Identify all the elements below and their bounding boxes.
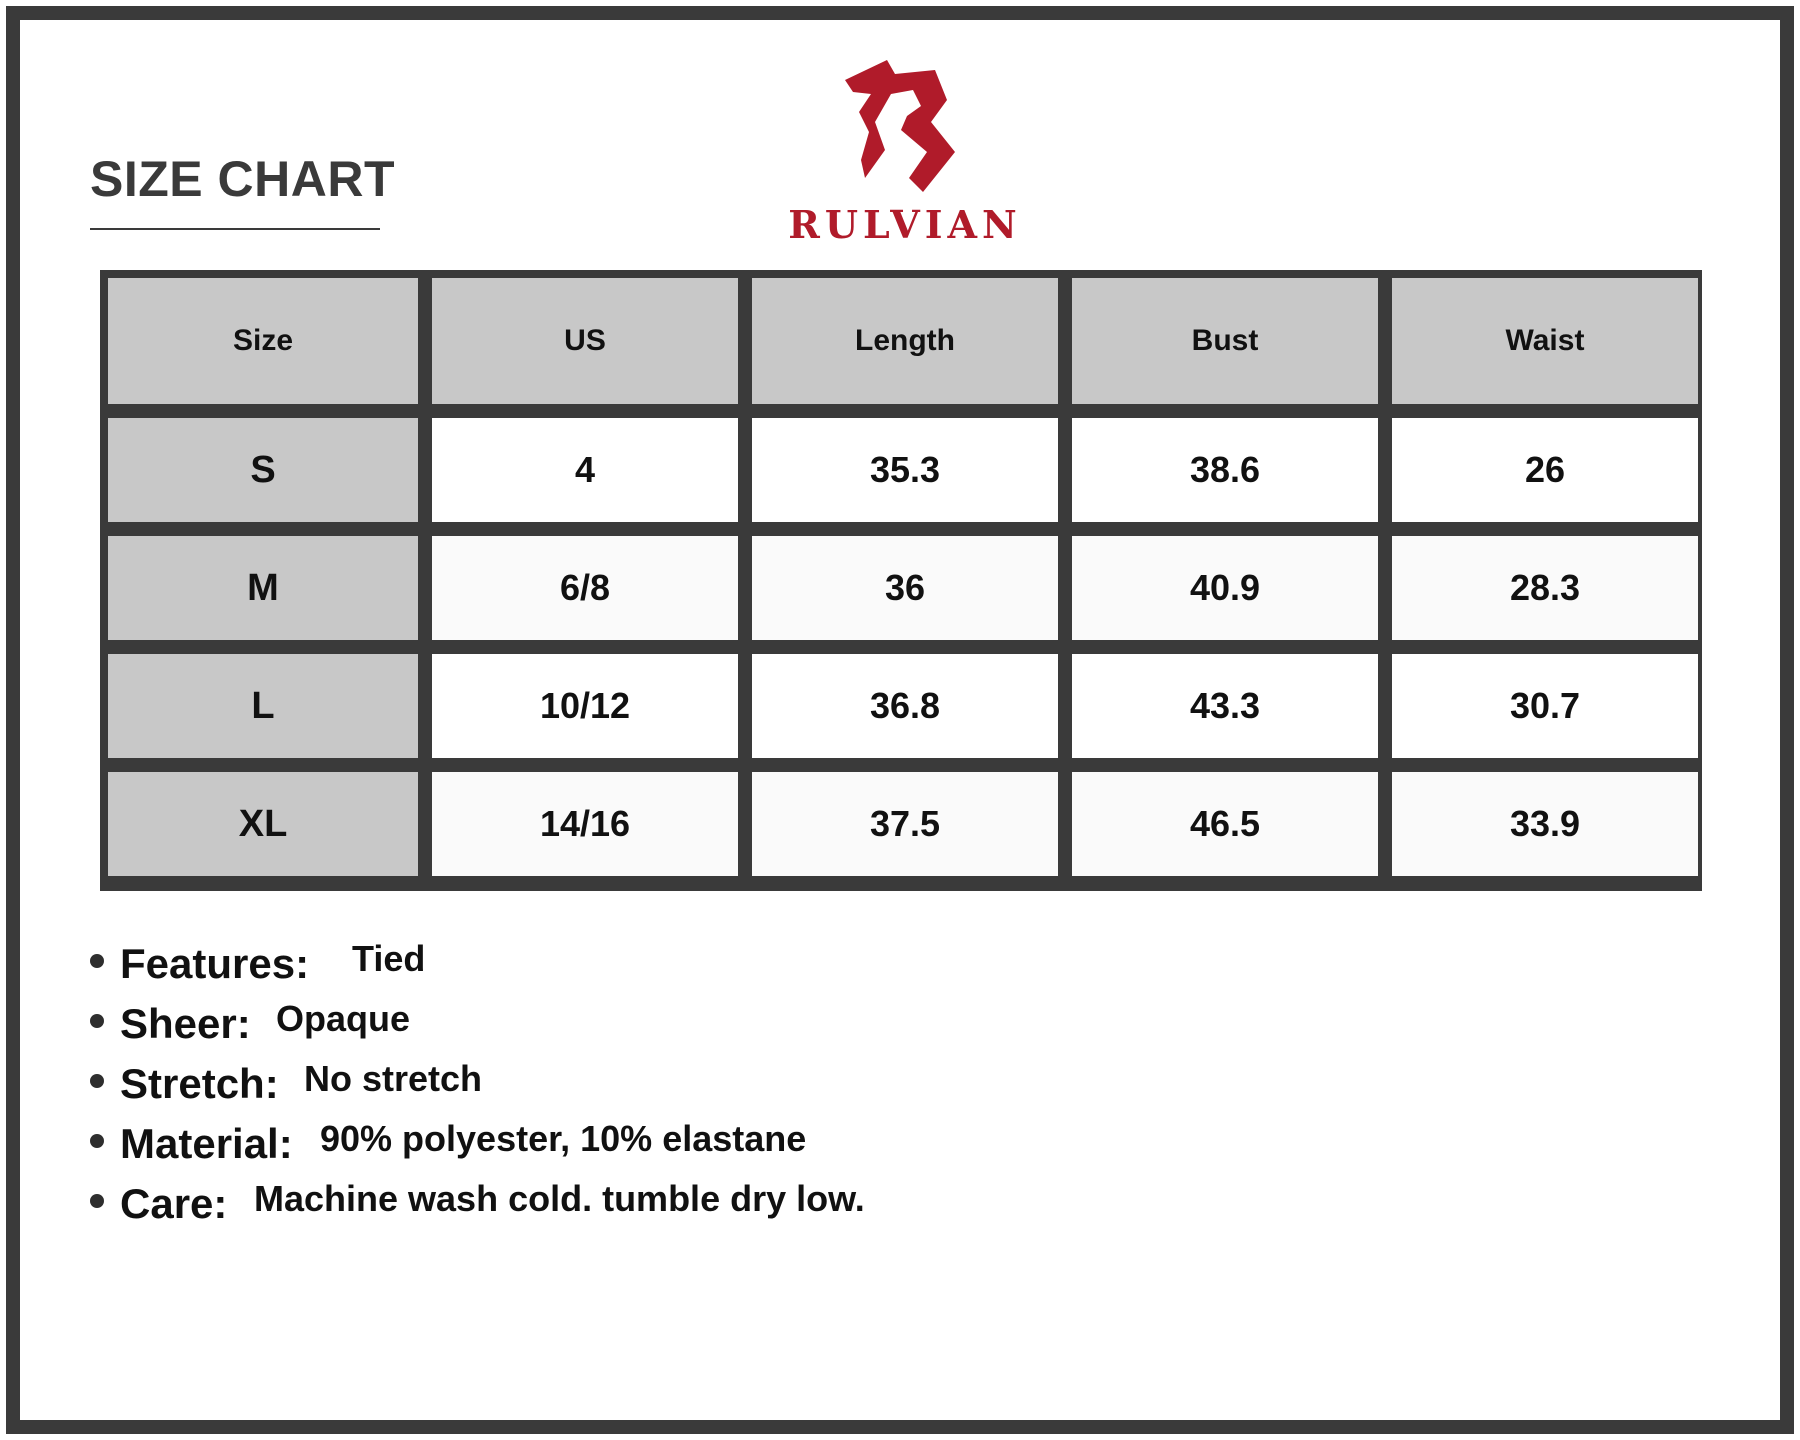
size-label-cell: M [108,536,418,640]
table-cell-waist: 28.3 [1392,536,1698,640]
table-cell-us: 4 [432,418,738,522]
size-label-cell: XL [108,772,418,876]
spec-label: Features: [120,940,310,987]
table-cell-bust: 43.3 [1072,654,1378,758]
spec-item [90,938,990,998]
spec-label: Care: [120,1180,228,1227]
table-cell-us: 14/16 [432,772,738,876]
bullet-icon [90,1194,104,1208]
table-cell-waist: 30.7 [1392,654,1698,758]
spec-value: 90% polyester, 10% elastane [320,1118,807,1159]
spec-item [90,998,990,1058]
spec-item [90,1118,990,1178]
page-title: SIZE CHART [90,151,395,207]
table-cell-bust: 38.6 [1072,418,1378,522]
table-cell-us: 6/8 [432,536,738,640]
table-cell-length: 36.8 [752,654,1058,758]
spec-label: Material: [120,1120,293,1167]
table-cell-length: 36 [752,536,1058,640]
spec-item [90,1178,990,1238]
spec-item [90,1058,990,1118]
column-header-length: Length [752,278,1058,404]
size-label-cell: L [108,654,418,758]
table-cell-us: 10/12 [432,654,738,758]
spec-value: No stretch [304,1058,483,1099]
spec-value: Machine wash cold. tumble dry low. [254,1178,865,1219]
bullet-icon [90,1014,104,1028]
spec-value: Tied [352,938,426,979]
bullet-icon [90,1134,104,1148]
brand-logo [775,60,1035,250]
column-header-waist: Waist [1392,278,1698,404]
bullet-icon [90,954,104,968]
table-cell-length: 37.5 [752,772,1058,876]
title-underline [90,228,380,230]
spec-value: Opaque [276,998,411,1039]
table-cell-waist: 26 [1392,418,1698,522]
bullet-icon [90,1074,104,1088]
size-label-cell: S [108,418,418,522]
column-header-size: Size [108,278,418,404]
brand-name: RULVIAN [788,202,1022,247]
table-cell-length: 35.3 [752,418,1058,522]
table-cell-waist: 33.9 [1392,772,1698,876]
column-header-us: US [432,278,738,404]
spec-label: Sheer: [120,1000,251,1047]
spec-label: Stretch: [120,1060,279,1107]
column-header-bust: Bust [1072,278,1378,404]
table-cell-bust: 40.9 [1072,536,1378,640]
rulvian-r-logo-icon [835,60,965,200]
size-table [100,270,1702,891]
table-cell-bust: 46.5 [1072,772,1378,876]
